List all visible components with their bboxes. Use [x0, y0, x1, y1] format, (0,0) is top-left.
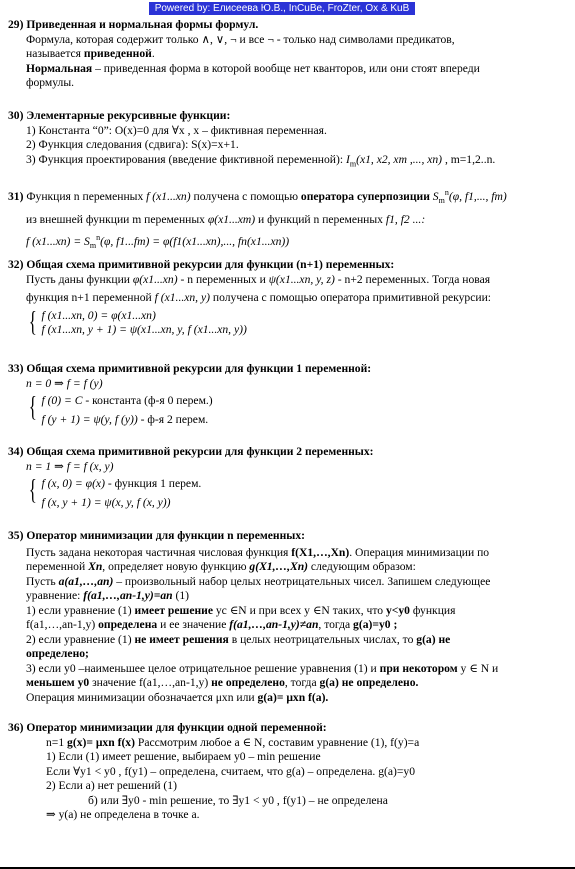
s34-row2: f (x, y + 1) = ψ(x, y, f (x, y)) — [41, 495, 171, 509]
s35-p5: 1) если уравнение (1) имеет решение yc ∈N и при всех y ∈N таких, что y<y0 функция — [26, 603, 456, 617]
s34-recursion-system — [26, 477, 556, 510]
section-29 — [8, 18, 556, 91]
s35-p1: Пусть задана некоторая частичная числовая функция f(X1,…,Xn). Операция минимизации по — [26, 545, 490, 559]
s35-p7: 2) если уравнение (1) не имеет решения в целых неотрицательных числах, то g(a) не — [26, 632, 451, 646]
section-31 — [8, 186, 556, 254]
brace-icon: { — [28, 306, 37, 338]
s36-line3: Если ∀y1 < y0 , f(y1) – определена, считаем, что g(a) – определена. g(a)=y0 — [46, 764, 416, 778]
s32-line2: функция n+1 переменной f (x1...xn, y) получена с помощью оператора примитивной рекурсии: — [26, 291, 492, 304]
s33-line1: n = 0 ⇒ f = f (y) — [26, 376, 103, 390]
s30-line2: 2) Функция следования (сдвига): S(x)=x+1. — [26, 138, 239, 151]
brace-icon: { — [28, 475, 37, 506]
s33-row2: f (y + 1) = ψ(y, f (y)) - ф-я 2 перем. — [41, 412, 209, 426]
section-35-title: 35) Оператор минимизации для функции n переменных: — [8, 529, 305, 542]
s29-line2: называется приведенной. — [26, 47, 155, 60]
s32-line1: Пусть даны функции φ(x1...xn) - n переменных и ψ(x1...xn, y, z) - n+2 переменных. Тогда новая — [26, 272, 491, 286]
section-30-title: 30) Элементарные рекурсивные функции: — [8, 109, 231, 122]
section-33-title: 33) Общая схема примитивной рекурсии для функции 1 переменной: — [8, 362, 372, 375]
s33-recursion-system — [26, 394, 556, 427]
s35-p2: переменной Xn, определяет новую функцию g(X1,…,Xn) следующим образом: — [26, 560, 416, 573]
s35-p4: уравнение: f(a1,…,an-1,y)=an (1) — [26, 589, 190, 602]
s36-line4: 2) Если a) нет решений (1) — [46, 779, 177, 792]
s35-p3: Пусть a(a1,…,an) – произвольный набор целых неотрицательных чисел. Запишем следующее — [26, 574, 491, 588]
s36-line2: 1) Если (1) имеет решение, выбираем y0 – min решение — [46, 750, 321, 763]
s34-line1: n = 1 ⇒ f = f (x, y) — [26, 459, 114, 473]
s31-line1: 31) Функция n переменных f (x1...xn) получена с помощью оператора суперпозиции $S_m^n(\varphi$, f1,..., fm) — [8, 188, 507, 206]
section-30 — [8, 109, 556, 171]
section-32-title: 32) Общая схема примитивной рекурсии для функции (n+1) переменных: — [8, 258, 395, 271]
section-33 — [8, 362, 556, 427]
s35-p6: f(a1,…,an-1,y) определена и ее значение f(a1,…,an-1,y)≠an, тогда g(a)=y0 ; — [26, 618, 398, 631]
section-36-title: 36) Оператор минимизации для функции одной переменной: — [8, 721, 327, 734]
section-34-title: 34) Общая схема примитивной рекурсии для функции 2 переменных: — [8, 445, 374, 458]
section-29-title: 29) Приведенная и нормальная формы формул. — [8, 18, 259, 31]
s29-line1: Формула, которая содержит только ∧, ∨, ¬ и все ¬ - только над символами предикатов, — [26, 32, 455, 46]
section-35 — [8, 529, 556, 705]
s36-line1: n=1 g(x)= μxn f(x) Рассмотрим любое a ∈ N, составим уравнение (1), f(y)=a — [46, 735, 420, 749]
s31-formula: f $(x1...xn) = S_m^n(\varphi$, f1...fm) = φ(f1(x1...xn),..., fn(x1...xn)) — [26, 233, 290, 251]
s34-row1: f (x, 0) = φ(x) - функция 1 перем. — [41, 477, 202, 490]
s29-line4: формулы. — [26, 76, 75, 89]
s36-line6: ⇒ y(a) не определена в точке a. — [46, 808, 200, 821]
s32-row1: f (x1...xn, 0) = φ(x1...xn) — [41, 308, 156, 322]
s32-row2: f (x1...xn, y + 1) = ψ(x1...xn, y, f (x1...xn, y)) — [41, 323, 247, 336]
s36-line5: б) или ∃y0 - min решение, то ∃y1 < y0 , f(y1) – не определена — [88, 793, 388, 807]
s32-recursion-system — [26, 306, 556, 338]
section-32 — [8, 258, 556, 338]
section-34 — [8, 445, 556, 510]
s35-p10: меньшем y0 значение f(a1,…,an-1,y) не определено, тогда g(a) не определено. — [26, 676, 419, 689]
section-36 — [8, 721, 556, 823]
s35-p9: 3) если y0 –наименьшее целое отрицательное решение уравнения (1) и при некотором y ∈ N и — [26, 661, 499, 675]
s30-line1: 1) Константа “0”: O(x)=0 для ∀x , x – фиктивная переменная. — [26, 123, 327, 137]
s35-p8: определено; — [26, 647, 89, 660]
s29-line3: Нормальная – приведенная форма в которой вообще нет кванторов, или они стоят впереди — [26, 61, 480, 75]
brace-icon: { — [28, 392, 37, 423]
s33-row1: f (0) = C - константа (ф-я 0 перем.) — [41, 394, 213, 407]
s31-line2: из внешней функции m переменных φ(x1...xm) и функций n переменных f1, f2 ...: — [26, 212, 426, 226]
powered-by-banner: Powered by: Елисеева Ю.В., InCuBe, FroZter, Ox & KuB — [149, 2, 415, 15]
s30-line3: 3) Функция проектирования (введение фиктивной переменной): $I_m(x1$, x2, xm ,..., xn) , m=1,2..n. — [26, 152, 496, 168]
s35-p11: Операция минимизации обозначается μxn или g(a)= μxn f(a). — [26, 690, 329, 704]
